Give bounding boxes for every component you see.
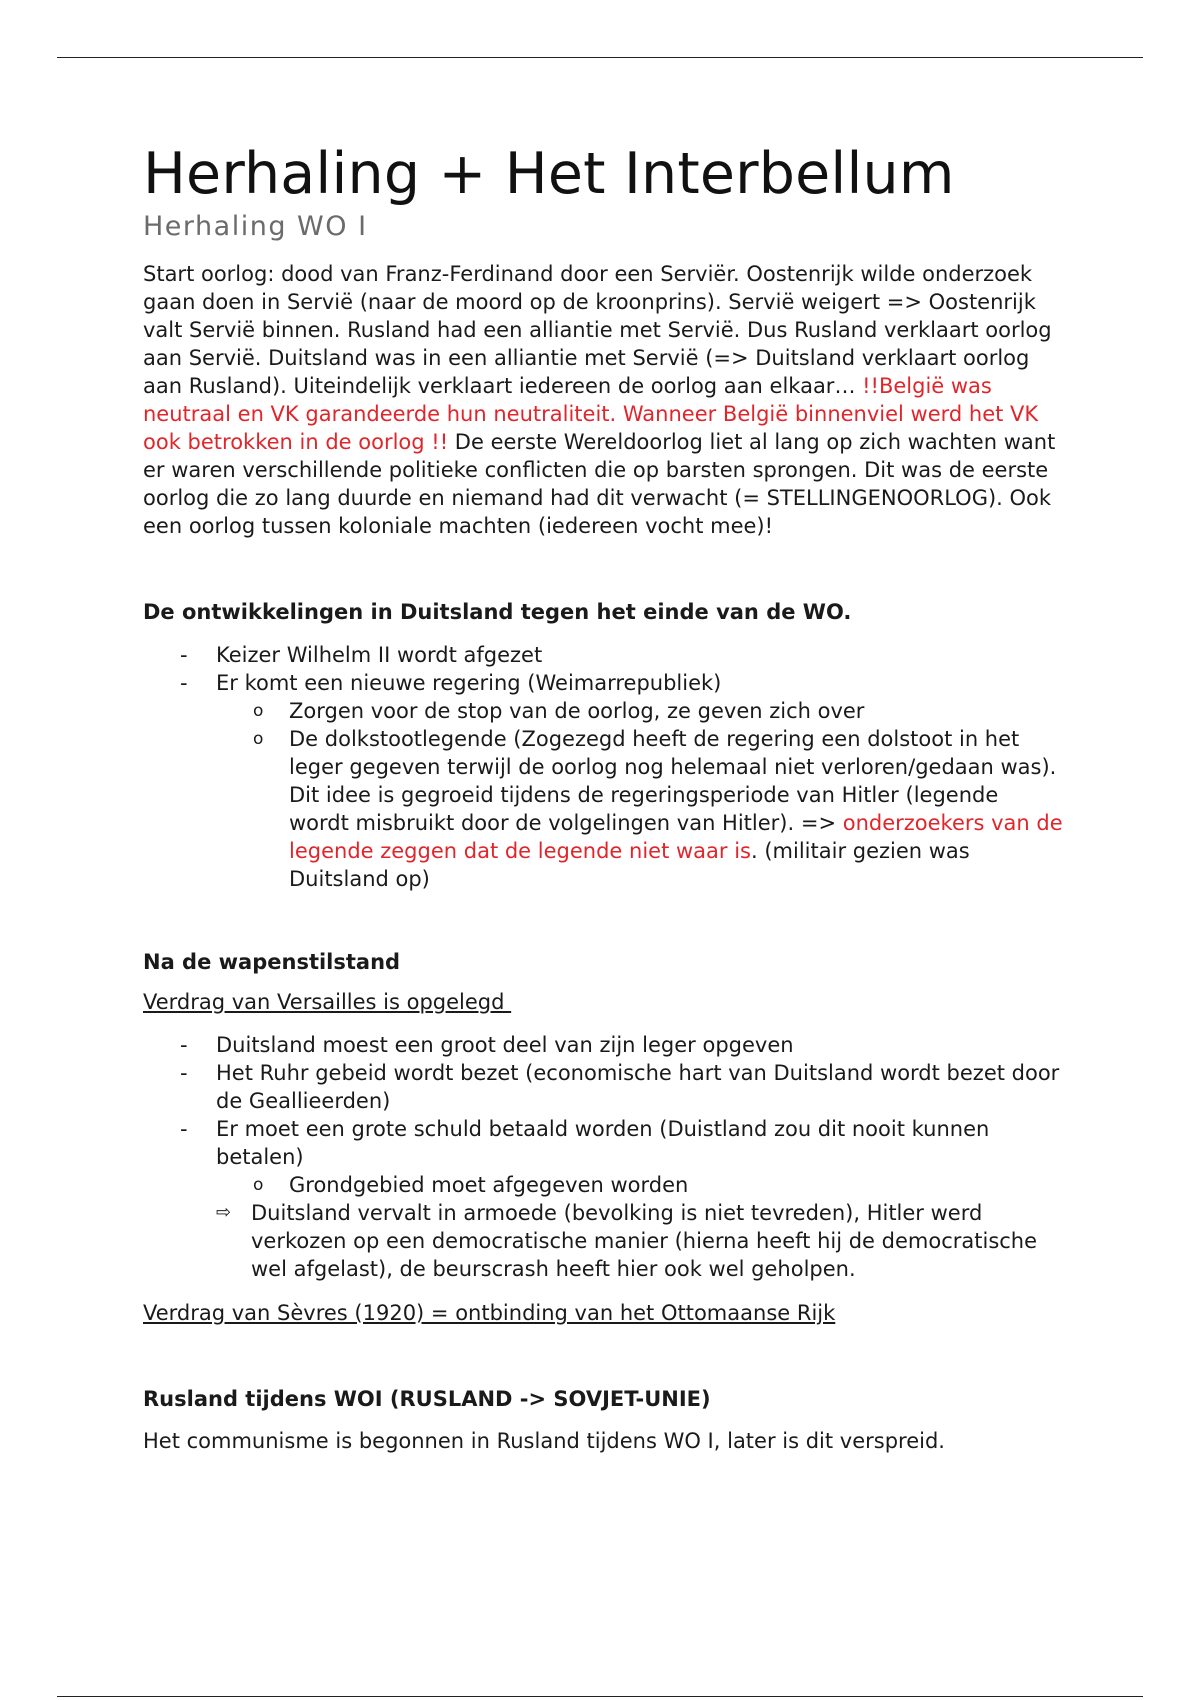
dolkstoot-highlight: onderzoekers van de legende zeggen dat de legende niet waar is	[289, 811, 1063, 863]
list-item: - Het Ruhr gebeid wordt bezet (economische hart van Duitsland wordt bezet door de Geallieerden)	[143, 1059, 1063, 1115]
sub-list-item: o Zorgen voor de stop van de oorlog, ze geven zich over	[143, 697, 1063, 725]
document-page	[143, 138, 1063, 1455]
dolkstoot-text-part2: . (militair gezien was Duitsland op)	[289, 839, 970, 891]
section1-heading: De ontwikkelingen in Duitsland tegen het einde van de WO.	[143, 600, 852, 624]
list-item: - Keizer Wilhelm II wordt afgezet	[143, 641, 1063, 669]
versailles-heading: Verdrag van Versailles is opgelegd	[143, 990, 512, 1014]
intro-paragraph	[143, 260, 1063, 540]
section2-heading: Na de wapenstilstand	[143, 950, 401, 974]
section3-text: Het communisme is begonnen in Rusland tijdens WO I, later is dit verspreid.	[143, 1429, 945, 1453]
top-rule	[57, 57, 1143, 58]
section3-heading: Rusland tijdens WOI (RUSLAND -> SOVJET-UNIE)	[143, 1387, 711, 1411]
section1-list	[143, 641, 1063, 893]
intro-text-part2: De eerste Wereldoorlog liet al lang op zich wachten want er waren verschillende politieke conflicten die op barsten sprongen. Dit was de eerste oorlog die zo lang duurde en niemand had dit verwacht (= STELLINGENOORLOG). Ook een oorlog tussen koloniale machten (iedereen vocht mee)!	[143, 430, 1056, 538]
list-item: - Er moet een grote schuld betaald worden (Duistland zou dit nooit kunnen betalen)	[143, 1115, 1063, 1171]
dolkstoot-text-part1: De dolkstootlegende (Zogezegd heeft de regering een dolstoot in het leger gegeven terwijl de oorlog nog helemaal niet verloren/gedaan was). Dit idee is gegroeid tijdens de regeringsperiode van Hitler (legende wordt misbruikt door de volgelingen van Hitler). =>	[289, 727, 1057, 835]
bottom-rule	[57, 1696, 1143, 1697]
sevres-heading: Verdrag van Sèvres (1920) = ontbinding van het Ottomaanse Rijk	[143, 1301, 836, 1325]
intro-text-part1: Start oorlog: dood van Franz-Ferdinand door een Serviër. Oostenrijk wilde onderzoek gaan doen in Servië (naar de moord op de kroonprins). Servië weigert => Oostenrijk valt Servië binnen. Rusland had een alliantie met Servië. Dus Rusland verklaart oorlog aan Servië. Duitsland was in een alliantie met Servië (=> Duitsland verklaart oorlog aan Rusland). Uiteindelijk verklaart iedereen de oorlog aan elkaar…	[143, 262, 1052, 398]
sub-list-item: o Grondgebied moet afgegeven worden	[143, 1171, 1063, 1199]
list-item: - Duitsland moest een groot deel van zijn leger opgeven	[143, 1031, 1063, 1059]
list-item: - Er komt een nieuwe regering (Weimarrepubliek)	[143, 669, 1063, 697]
intro-highlight: !!België was neutraal en VK garandeerde hun neutraliteit. Wanneer België binnenviel werd het VK ook betrokken in de oorlog !!	[143, 374, 1039, 454]
page-title: Herhaling + Het Interbellum	[143, 141, 955, 207]
page-subtitle: Herhaling WO I	[143, 211, 368, 242]
section2-list	[143, 1031, 1063, 1283]
sub-list-item-dolkstoot	[143, 725, 1063, 893]
arrow-list-item: ⇨ Duitsland vervalt in armoede (bevolking is niet tevreden), Hitler werd verkozen op een democratische manier (hierna heeft hij de democratische wel afgelast), de beurscrash heeft hier ook wel geholpen.	[143, 1199, 1063, 1283]
